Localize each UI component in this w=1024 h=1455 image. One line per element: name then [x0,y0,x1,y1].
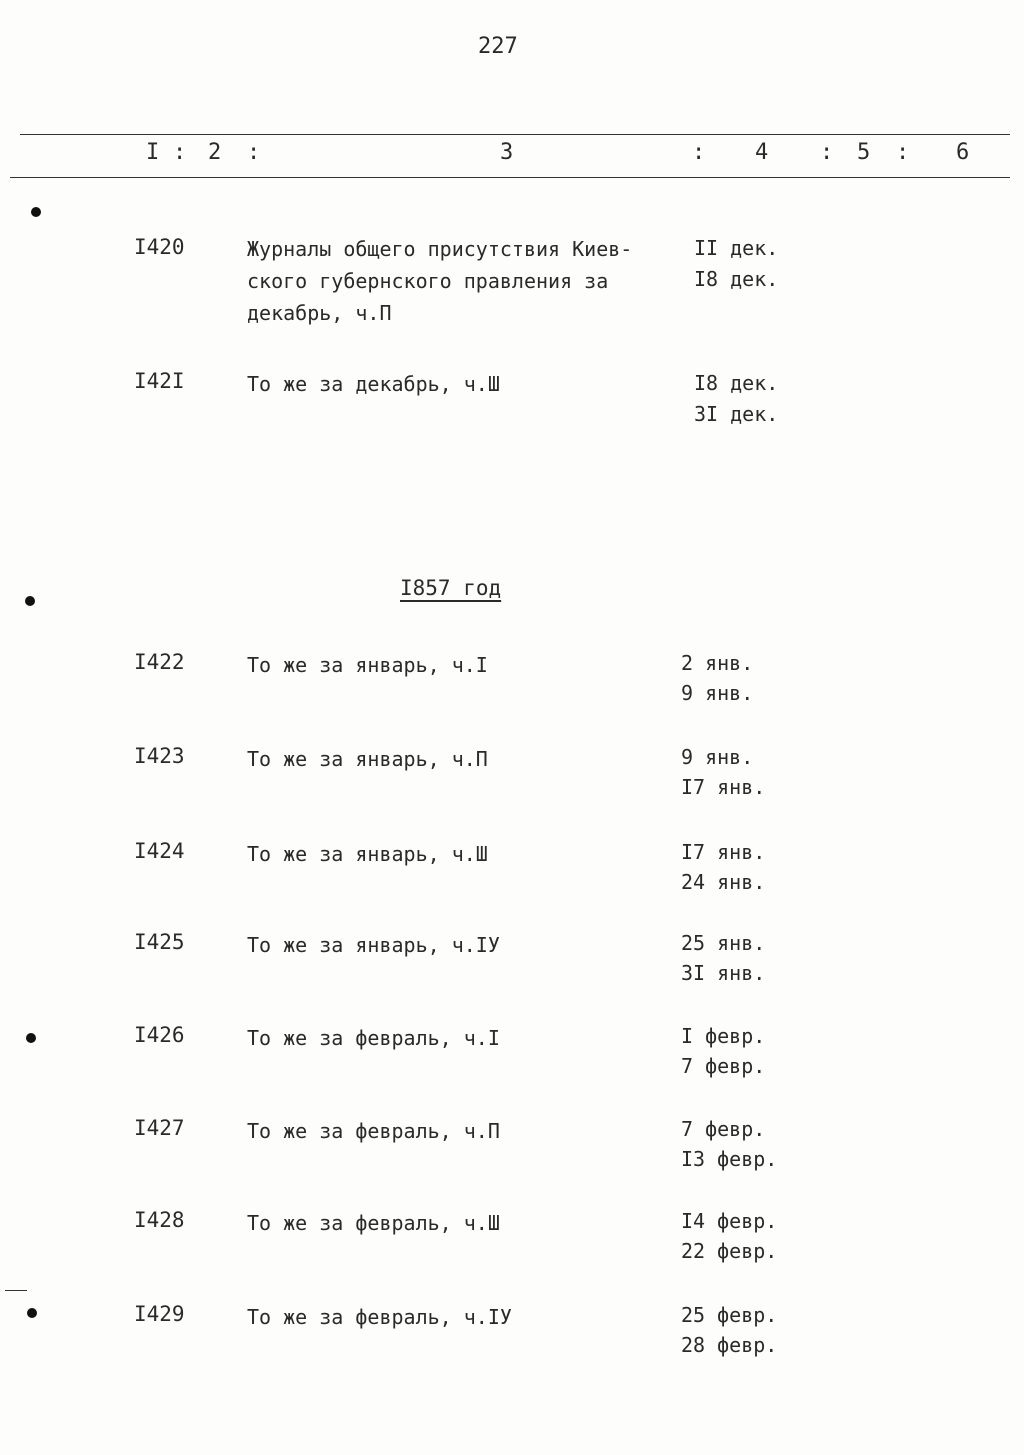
entry-date-end: 3I дек. [694,402,779,426]
col-header-1: I [146,140,160,165]
entry-number: I427 [134,1116,185,1140]
entry-date-start: II дек. [694,236,779,260]
year-heading: I857 год [400,576,502,600]
entry-description-line: То же за декабрь, ч.Ш [247,372,500,396]
binder-hole [25,596,35,606]
entry-number: I423 [134,744,185,768]
entry-description: То же за январь, ч.Ш [247,842,488,866]
col-header-2: 2 [208,140,222,165]
entry-number: I425 [134,930,185,954]
entry-date-end: I8 дек. [694,267,779,291]
col-separator: : [247,140,261,165]
binder-hole [26,1033,36,1043]
entry-description: То же за февраль, ч.IУ [247,1305,512,1329]
entry-date-end: 28 февр. [681,1333,778,1357]
entry-date-start: I4 февр. [681,1209,778,1233]
entry-date-start: 9 янв. [681,745,754,769]
entry-date-end: I7 янв. [681,775,766,799]
entry-description-line: Журналы общего присутствия Киев- [247,237,633,261]
entry-description: То же за февраль, ч.Ш [247,1211,500,1235]
entry-description: То же за январь, ч.IУ [247,933,500,957]
col-separator: : [820,140,834,165]
header-top-rule [20,134,1010,135]
header-bottom-rule [10,177,1010,178]
binder-hole [31,207,41,217]
entry-description: То же за январь, ч.П [247,747,488,771]
entry-date-end: I3 февр. [681,1147,778,1171]
col-header-4: 4 [755,140,769,165]
entry-date-start: I февр. [681,1024,766,1048]
entry-number: I422 [134,650,185,674]
entry-description: То же за январь, ч.I [247,653,488,677]
entry-date-start: I8 дек. [694,371,779,395]
entry-number: I429 [134,1302,185,1326]
entry-number: I420 [134,235,185,259]
entry-description-line: декабрь, ч.П [247,301,392,325]
entry-date-end: 9 янв. [681,681,754,705]
entry-number: I428 [134,1208,185,1232]
entry-date-start: 2 янв. [681,651,754,675]
col-header-5: 5 [857,140,871,165]
entry-date-start: 7 февр. [681,1117,766,1141]
col-separator: : [896,140,910,165]
entry-date-end: 3I янв. [681,961,766,985]
entry-number: I426 [134,1023,185,1047]
entry-number: I424 [134,839,185,863]
entry-description: То же за февраль, ч.I [247,1026,500,1050]
entry-date-end: 22 февр. [681,1239,778,1263]
margin-mark [5,1290,27,1291]
entry-date-start: I7 янв. [681,840,766,864]
binder-hole [27,1308,37,1318]
entry-date-end: 7 февр. [681,1054,766,1078]
entry-description: То же за февраль, ч.П [247,1119,500,1143]
entry-date-end: 24 янв. [681,870,766,894]
col-header-3: 3 [500,140,514,165]
col-header-6: 6 [956,140,970,165]
entry-date-start: 25 янв. [681,931,766,955]
page-number: 227 [478,34,518,59]
entry-description-line: ского губернского правления за [247,269,609,293]
col-separator: : [173,140,187,165]
col-separator: : [692,140,706,165]
entry-number: I42I [134,369,185,393]
entry-date-start: 25 февр. [681,1303,778,1327]
